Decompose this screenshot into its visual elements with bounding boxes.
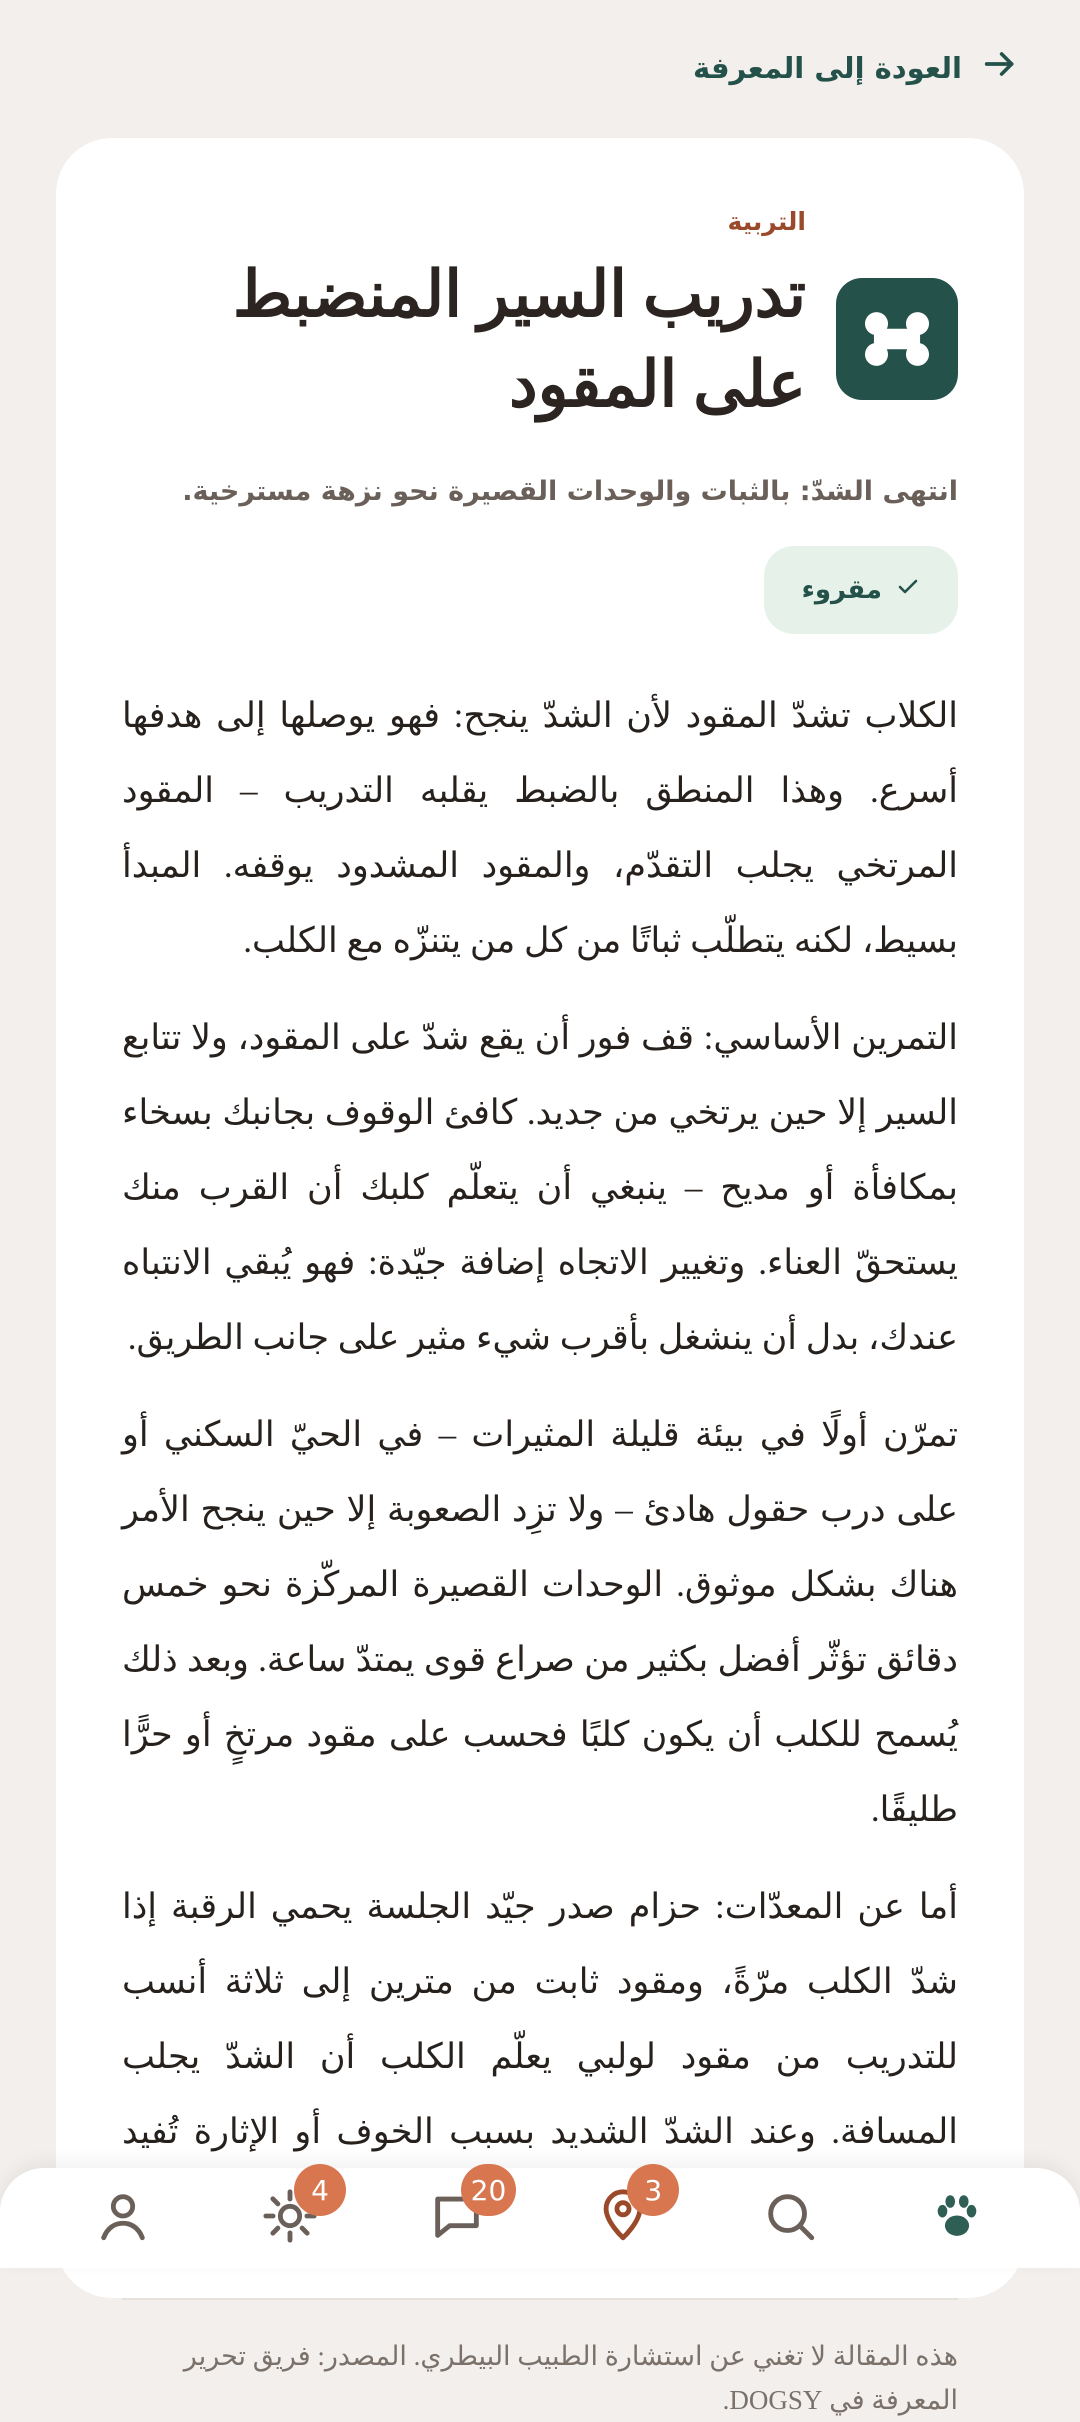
read-label: مقروء	[801, 575, 882, 605]
bone-icon	[836, 278, 958, 400]
arrow-right-icon	[980, 44, 1020, 91]
article-subtitle: انتهى الشدّ: بالثبات والوحدات القصيرة نحو نزهة مسترخية.	[182, 476, 958, 507]
nav-item-profile[interactable]	[73, 2168, 173, 2268]
search-icon	[761, 2187, 819, 2249]
paragraph: أما عن المعدّات: حزام صدر جيّد الجلسة يحمي الرقبة إذا شدّ الكلب مرّةً، ومقود ثابت من مترين إلى ثلاثة أنسب للتدريب من مقود لولبي يعلّم الكلب أن الشدّ يجلب المسافة. وعند الشدّ الشديد بسبب الخوف أو الإثارة تُفيد	[122, 1887, 958, 2151]
back-label: العودة إلى المعرفة	[692, 50, 962, 85]
nav-item-chat[interactable]	[407, 2168, 507, 2268]
read-status-badge[interactable]	[764, 546, 958, 634]
paragraph: الكلاب تشدّ المقود لأن الشدّ ينجح: فهو يوصلها إلى هدفها أسرع. وهذا المنطق بالضبط يقلبه التدريب – المقود المرتخي يجلب التقدّم، والمقود المشدود يوقفه. المبدأ بسيط، لكنه يتطلّب ثباتًا من كل من يتنزّه مع الكلب.	[122, 696, 958, 960]
paragraph: التمرين الأساسي: قف فور أن يقع شدّ على المقود، ولا تتابع السير إلا حين يرتخي من جديد. كافئ الوقوف بجانبك بسخاء بمكافأة أو مديح – ينبغي أن يتعلّم كلبك أن القرب منك يستحقّ العناء. وتغيير الاتجاه إضافة جيّدة: فهو يُبقي الانتباه عندك، بدل أن ينشغل بأقرب شيء مثير على جانب الطريق.	[122, 1018, 958, 1357]
back-to-knowledge-link[interactable]	[693, 44, 1020, 91]
article-body	[122, 678, 958, 2244]
nav-item-places[interactable]	[573, 2168, 673, 2268]
profile-icon	[94, 2187, 152, 2249]
paragraph: تمرّن أولًا في بيئة قليلة المثيرات – في الحيّ السكني أو على درب حقول هادئ – ولا تزِد الصعوبة إلا حين ينجح الأمر هناك بشكل موثوق. الوحدات القصيرة المركّزة نحو خمس دقائق تؤثّر أفضل بكثير من صراع قوى يمتدّ ساعة. وبعد ذلك يُسمح للكلب أن يكون كلبًا فحسب على مقود مرتخٍ أو حرًّا طليقًا.	[122, 1415, 959, 1829]
places-badge: 3	[627, 2164, 679, 2216]
checkmark-icon	[896, 575, 920, 606]
chat-badge: 20	[461, 2164, 517, 2216]
nav-item-search[interactable]	[740, 2168, 840, 2268]
article-title: تدريب السير المنضبط على المقود	[232, 259, 806, 420]
nav-item-activity[interactable]	[240, 2168, 340, 2268]
bottom-navigation	[0, 2168, 1080, 2268]
activity-badge: 4	[294, 2164, 346, 2216]
paw-icon	[928, 2187, 986, 2249]
divider	[122, 2298, 958, 2300]
article-category: التربية	[727, 207, 806, 236]
article-disclaimer: هذه المقالة لا تغني عن استشارة الطبيب البيطري. المصدر: فريق تحرير المعرفة في DOGSY.	[183, 2341, 958, 2415]
article-card	[56, 138, 1024, 2415]
article-header	[122, 206, 958, 430]
nav-item-home[interactable]	[907, 2168, 1007, 2268]
